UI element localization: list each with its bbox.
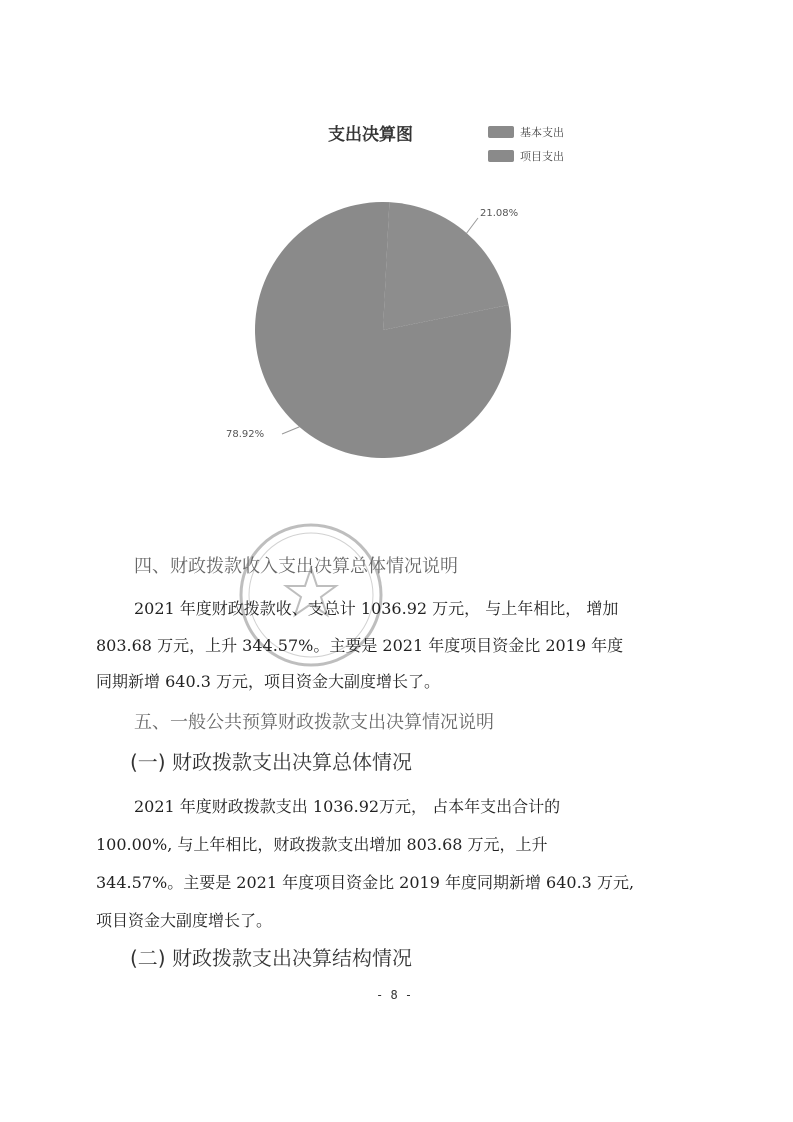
legend-swatch <box>488 150 514 162</box>
legend-label: 基本支出 <box>520 126 564 139</box>
section-4-heading: 四、财政拨款收入支出决算总体情况说明 <box>134 556 458 577</box>
chart-legend <box>488 120 564 168</box>
page-number: - 8 - <box>376 988 413 1002</box>
pie-leader-line <box>282 427 299 434</box>
section-4-line-2: 803.68 万元，上升 344.57%。主要是 2021 年度项目资金比 2019 年度 <box>96 636 624 655</box>
section-4-line-1: 2021 年度财政拨款收、支总计 1036.92 万元， 与上年相比， 增加 <box>134 599 619 618</box>
section-5-sub1-line-4: 项目资金大副度增长了。 <box>96 911 273 930</box>
pie-slice-label: 78.92% <box>226 429 265 440</box>
section-5-heading: 五、一般公共预算财政拨款支出决算情况说明 <box>134 712 494 733</box>
section-5-sub1-line-2: 100.00%, 与上年相比，财政拨款支出增加 803.68 万元，上升 <box>96 835 548 854</box>
section-5-sub1-heading: (一) 财政拨款支出决算总体情况 <box>130 750 412 774</box>
section-5-sub1-line-1: 2021 年度财政拨款支出 1036.92万元， 占本年支出合计的 <box>134 797 561 816</box>
section-5-sub2-heading: (二) 财政拨款支出决算结构情况 <box>130 946 412 970</box>
legend-swatch <box>488 126 514 138</box>
pie-slice-label: 21.08% <box>480 208 519 219</box>
chart-title: 支出决算图 <box>328 125 413 145</box>
legend-label: 项目支出 <box>520 150 564 163</box>
expenditure-pie-chart <box>0 0 793 500</box>
section-5-sub1-line-3: 344.57%。主要是 2021 年度项目资金比 2019 年度同期新增 640.3 万元, <box>96 873 635 892</box>
pie-svg <box>0 0 793 500</box>
legend-item-project <box>488 144 564 168</box>
legend-item-basic <box>488 120 564 144</box>
pie-leader-line <box>467 218 478 233</box>
section-4-line-3: 同期新增 640.3 万元，项目资金大副度增长了。 <box>96 672 440 691</box>
